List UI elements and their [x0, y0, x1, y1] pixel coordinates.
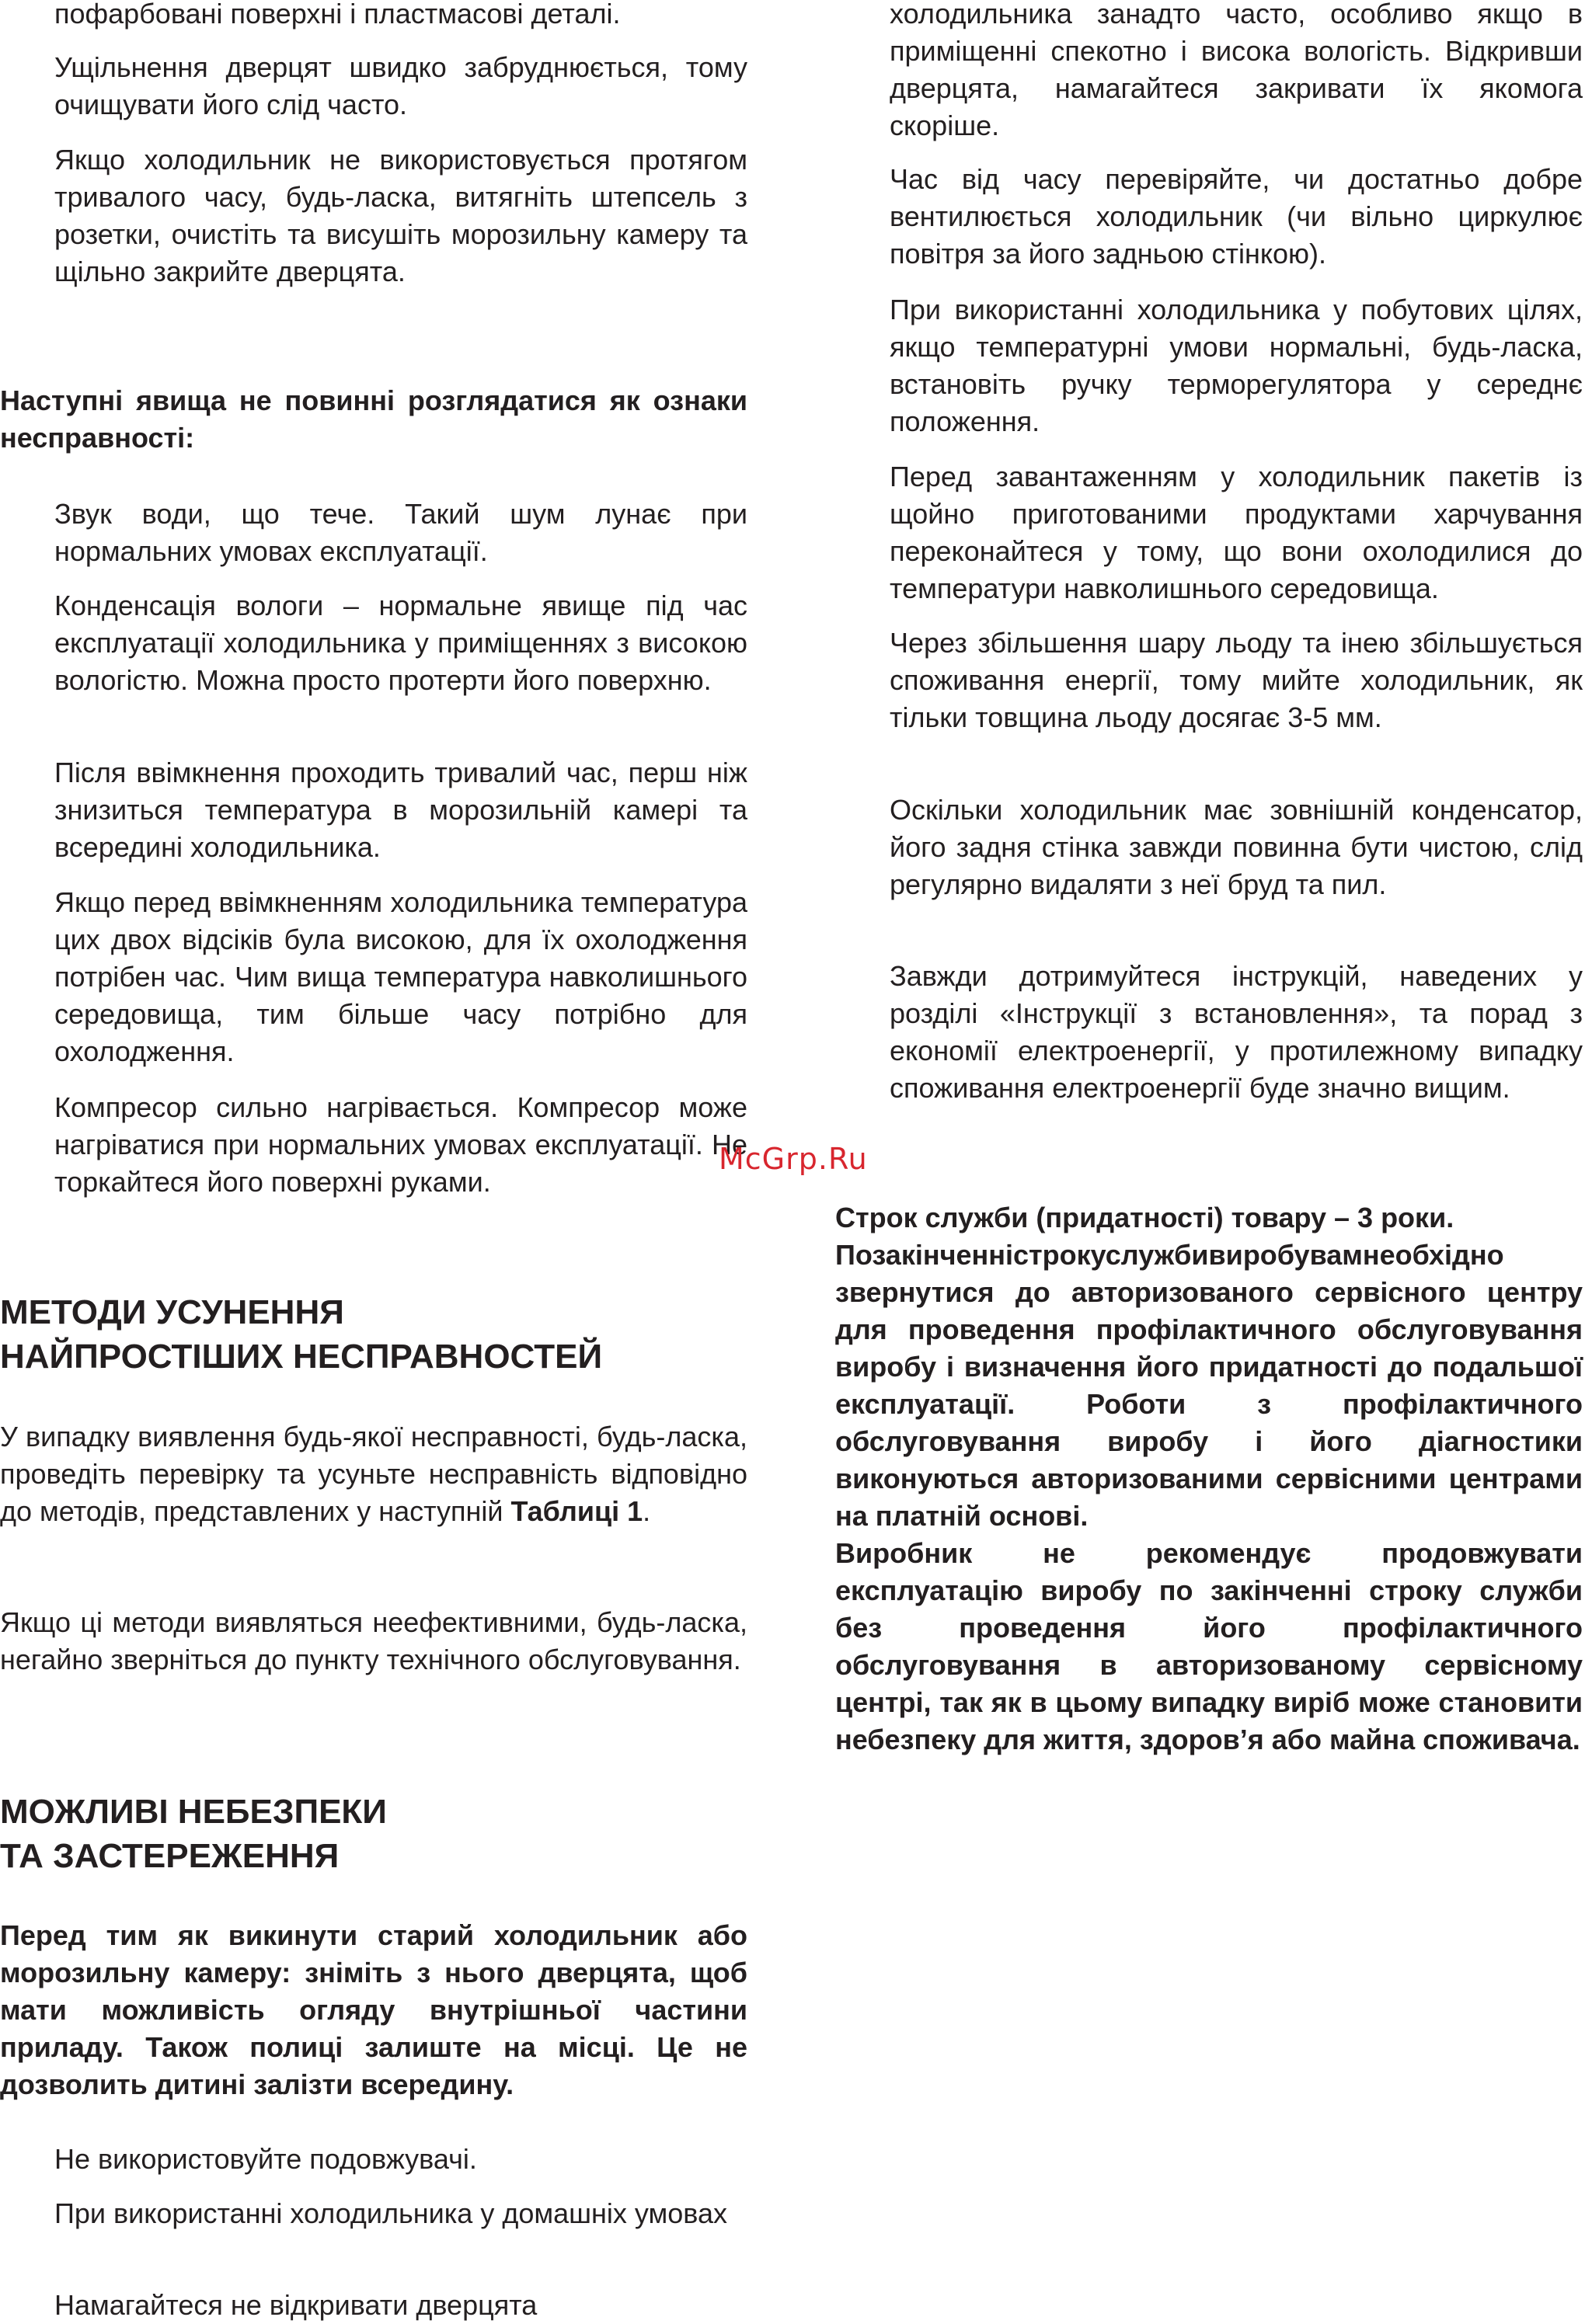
paragraph: Ущільнення дверцят швидко забруднюється, тому очищувати його слід часто. [54, 51, 747, 120]
bold-paragraph: Виробник не рекомендує продовжувати експлуатацію виробу по закінченні строку служби без проведення його профілактичного обслуговування в авторизованому сервісному центрі, так як в цьому випадку виріб може становити небезпеку для життя, здоров’я або майна споживача. [835, 1537, 1583, 1755]
service-life-line: Строк служби (придатності) товару – 3 роки. [835, 1202, 1454, 1233]
paragraph: Оскільки холодильник має зовнішній конденсатор, його задня стінка завжди повинна бути чистою, слід регулярно видаляти з неї бруд та пил. [890, 794, 1583, 900]
section-heading [0, 1290, 747, 1379]
heading-line: МЕТОДИ УСУНЕННЯ [0, 1293, 344, 1331]
paragraph: пофарбовані поверхні і пластмасові деталі. [54, 0, 621, 30]
paragraph [0, 1418, 747, 1530]
table-reference: Таблиці 1 [510, 1495, 643, 1527]
paragraph: Якщо холодильник не використовується протягом тривалого часу, будь-ласка, витягніть штепсель з розетки, очистіть та висушіть морозильну камеру та щільно закрийте дверцята. [54, 144, 747, 287]
heading-line: НАЙПРОСТІШИХ НЕСПРАВНОСТЕЙ [0, 1338, 603, 1376]
paragraph-text: У випадку виявлення будь-якої несправності, будь-ласка, проведіть перевірку та усуньте несправність відповідно до методів, представлених у наступній [0, 1421, 747, 1527]
paragraph: холодильника занадто часто, особливо якщо в приміщенні спекотно і висока вологість. Відкривши дверцята, намагайтеся закривати їх якомога скоріше. [890, 0, 1583, 141]
paragraph-end: . [643, 1495, 651, 1527]
paragraph: При використанні холодильника у побутових цілях, якщо температурні умови нормальні, будь-ласка, встановіть ручку терморегулятора у середнє положення. [890, 294, 1583, 437]
paragraph: Не використовуйте подовжувачі. [54, 2143, 477, 2175]
bold-paragraph: Позакінченністрокуслужбивиробувамнеобхідно звернутися до авторизованого сервісного центру для проведення профілактичного обслуговування виробу і визначення його придатності до подальшої експлуатації. Роботи з профілактичного обслуговування виробу і його діагностики виконуються авторизованими сервісними центрами на платній основі. [835, 1239, 1583, 1532]
paragraph: Конденсація вологи – нормальне явище під час експлуатації холодильника у приміщеннях з високою вологістю. Можна просто протерти його поверхню. [54, 590, 747, 696]
watermark: McGrp.Ru [719, 1142, 868, 1176]
section-heading [0, 1790, 747, 1878]
paragraph: При використанні холодильника у домашніх умовах [54, 2197, 727, 2229]
heading-line: МОЖЛИВІ НЕБЕЗПЕКИ [0, 1793, 387, 1831]
paragraph: Компресор сильно нагрівається. Компресор може нагріватися при нормальних умовах експлуатації. Не торкайтеся його поверхні руками. [54, 1091, 747, 1198]
bold-paragraph: Наступні явища не повинні розглядатися як ознаки несправності: [0, 384, 747, 454]
paragraph: Після ввімкнення проходить тривалий час, перш ніж знизиться температура в морозильній камері та всередині холодильника. [54, 757, 747, 863]
paragraph: Перед завантаженням у холодильник пакетів із щойно приготованими продуктами харчування переконайтеся у тому, що вони охолодилися до температури навколишнього середовища. [890, 461, 1583, 604]
paragraph: Час від часу перевіряйте, чи достатньо добре вентилюється холодильник (чи вільно циркулює повітря за його задньою стінкою). [890, 163, 1583, 270]
paragraph: Намагайтеся не відкривати дверцята [54, 2289, 538, 2321]
paragraph: Через збільшення шару льоду та інею збільшується споживання енергії, тому мийте холодильник, як тільки товщина льоду досягає 3-5 мм. [890, 627, 1583, 733]
paragraph: Якщо ці методи виявляться неефективними, будь-ласка, негайно зверніться до пункту технічного обслуговування. [0, 1606, 747, 1675]
paragraph: Звук води, що тече. Такий шум лунає при нормальних умовах експлуатації. [54, 498, 747, 567]
paragraph: Якщо перед ввімкненням холодильника температура цих двох відсіків була високою, для їх охолодження потрібен час. Чим вища температура навколишнього середовища, тим більше часу потрібно для охолодження. [54, 886, 747, 1067]
paragraph: Завжди дотримуйтеся інструкцій, наведених у розділі «Інструкції з встановлення», та порад з економії електроенергії, у протилежному випадку споживання електроенергії буде значно вищим. [890, 960, 1583, 1104]
heading-line: ТА ЗАСТЕРЕЖЕННЯ [0, 1837, 340, 1875]
bold-paragraph: Перед тим як викинути старий холодильник або морозильну камеру: зніміть з нього дверцята, щоб мати можливість огляду внутрішньої частини приладу. Також полиці залиште на місці. Це не дозволить дитині залізти всередину. [0, 1919, 747, 2100]
